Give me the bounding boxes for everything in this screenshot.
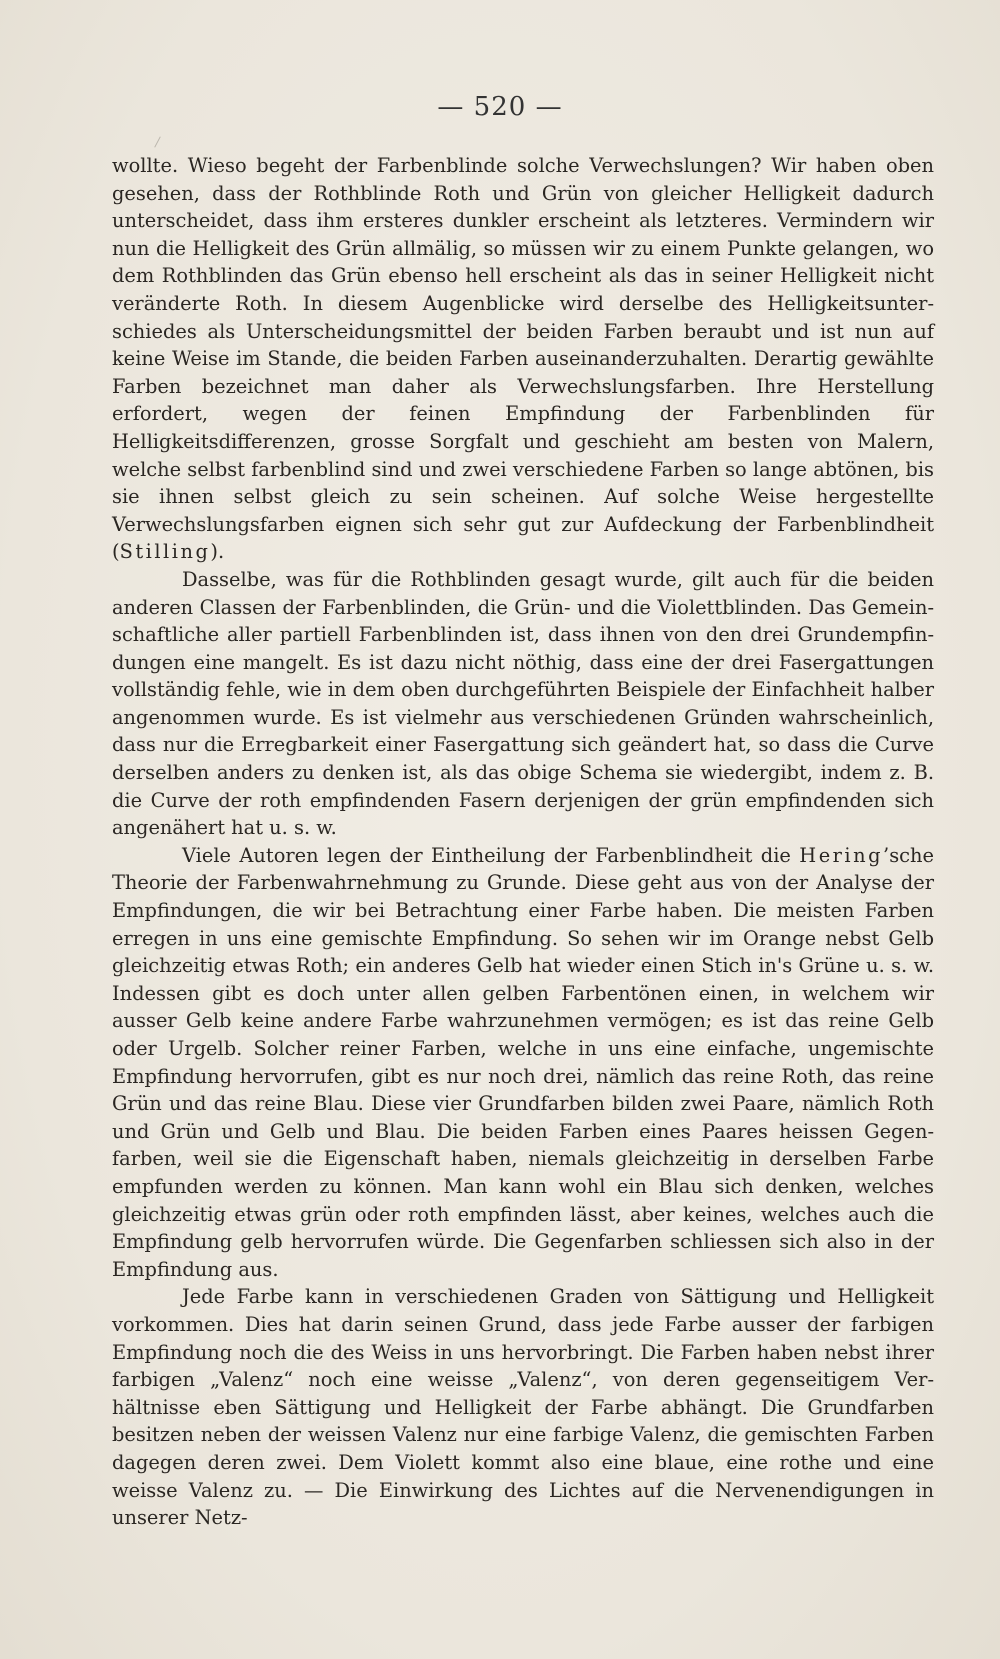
paragraph-3-rest: ’sche Theorie der Farbenwahrnehmung zu Grunde. Diese geht aus von der Analyse der Empfindungen, die wir bei Betrachtung einer Farbe haben. Die meisten Farben erregen in uns eine gemischte Empfindung. So sehen wir im Orange nebst Gelb gleichzeitig etwas Roth; ein anderes Gelb hat wieder einen Stich in's Grüne u. s. w. Indessen gibt es doch unter allen gelben Farbentönen einen, in welchem wir ausser Gelb keine andere Farbe wahrzunehmen vermögen; es ist das reine Gelb oder Urgelb. Solcher reiner Farben, welche in uns eine einfache, ungemischte Empfindung hervorrufen, gibt es nur noch drei, nämlich das reine Roth, das reine Grün und das reine Blau. Diese vier Grundfarben bilden zwei Paare, nämlich Roth und Grün und Gelb und Blau. Die beiden Farben eines Paares heissen Gegenfarben, weil sie die Eigenschaft haben, niemals gleichzeitig in derselben Farbe empfunden werden zu können. Man kann wohl ein Blau sich denken, welches gleichzeitig etwas grün oder roth empfinden lässt, aber keines, welches auch die Empfindung gelb hervorrufen würde. Die Gegenfarben schliessen sich also in der Empfindung aus. <box>112 843 934 1281</box>
paragraph-1-end: ). <box>210 540 225 564</box>
paragraph-1 <box>112 152 934 566</box>
paragraph-4: Jede Farbe kann in verschiedenen Graden von Sättigung und Helligkeit vorkommen. Dies hat darin seinen Grund, dass jede Farbe ausser der farbigen Empfindung noch die des Weiss in uns hervorbringt. Die Farben haben nebst ihrer farbigen „Valenz“ noch eine weisse „Valenz“, von deren gegenseitigem Verhältnisse eben Sättigung und Helligkeit der Farbe abhängt. Die Grundfarben besitzen neben der weissen Valenz nur eine farbige Valenz, die gemischten Farben dagegen deren zwei. Dem Violett kommt also eine blaue, eine rothe und eine weisse Valenz zu. — Die Einwirkung des Lichtes auf die Nervenendigungen in unserer Netz- <box>112 1285 934 1530</box>
author-name-hering: Hering <box>799 843 884 867</box>
author-name-stilling: Stilling <box>119 540 211 564</box>
body-text <box>112 152 934 1532</box>
page-number: — 520 — <box>437 92 563 122</box>
paragraph-3-start: Viele Autoren legen der Eintheilung der Farbenblindheit die <box>182 843 800 867</box>
paragraph-2: Dasselbe, was für die Rothblinden gesagt wurde, gilt auch für die beiden anderen Classen der Farbenblinden, die Grün- und die Violettblinden. Das Gemeinschaftliche aller partiell Farbenblinden ist, dass ihnen von den drei Grundempfindungen eine mangelt. Es ist dazu nicht nöthig, dass eine der drei Fasergattungen vollständig fehle, wie in dem oben durchgeführten Beispiele der Einfachheit halber angenommen wurde. Es ist vielmehr aus verschiedenen Gründen wahrscheinlich, dass nur die Erregbarkeit einer Fasergattung sich geändert hat, so dass die Curve derselben anders zu denken ist, als das obige Schema sie wiedergibt, indem z. B. die Curve der roth empfindenden Fasern derjenigen der grün empfindenden sich angenähert hat u. s. w. <box>112 567 934 840</box>
pencil-mark <box>154 136 161 147</box>
paragraph-3 <box>112 842 934 1284</box>
paragraph-1-text: wollte. Wieso begeht der Farbenblinde solche Verwechslungen? Wir haben oben gesehen, dass der Rothblinde Roth und Grün von gleicher Helligkeit dadurch unterscheidet, dass ihm ersteres dunkler erscheint als letzteres. Vermindern wir nun die Helligkeit des Grün allmälig, so müssen wir zu einem Punkte gelangen, wo dem Rothblinden das Grün ebenso hell erscheint als das in seiner Helligkeit nicht veränderte Roth. In diesem Augenblicke wird derselbe des Helligkeitsunterschiedes als Unterscheidungsmittel der beiden Farben beraubt und ist nun auf keine Weise im Stande, die beiden Farben auseinanderzuhalten. Derartig gewählte Farben bezeichnet man daher als Verwechslungsfarben. Ihre Herstellung erfordert, wegen der feinen Empfindung der Farbenblinden für Helligkeitsdifferenzen, grosse Sorgfalt und geschieht am besten von Malern, welche selbst farbenblind sind und zwei verschiedene Farben so lange abtönen, bis sie ihnen selbst gleich zu sein scheinen. Auf solche Weise hergestellte Verwechslungsfarben eignen sich sehr gut zur Aufdeckung der Farbenblindheit ( <box>112 154 934 564</box>
